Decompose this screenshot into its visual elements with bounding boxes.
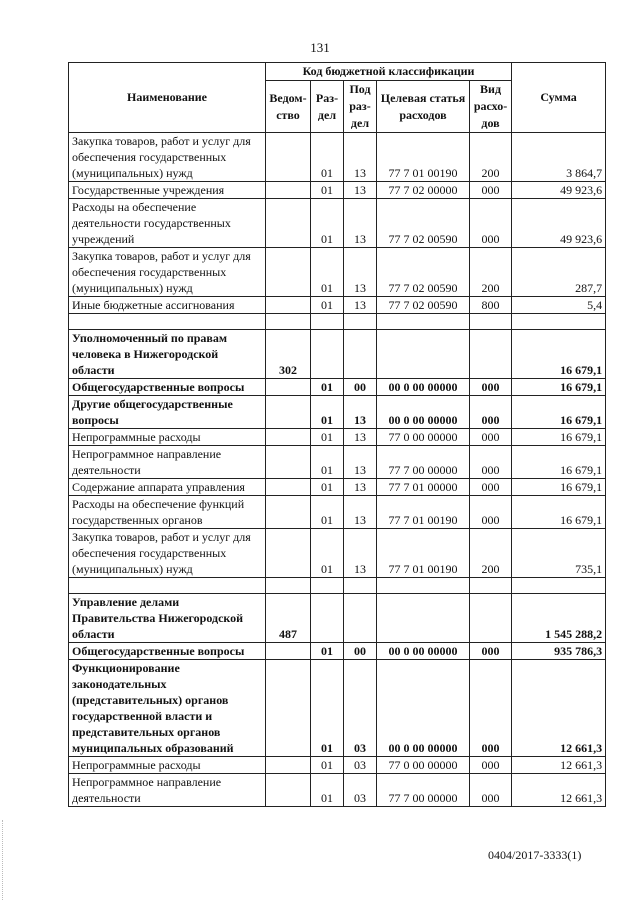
- table-row: [69, 479, 606, 496]
- row-sum: 49 923,6: [512, 182, 606, 199]
- table-row: [69, 182, 606, 199]
- row-vid: 000: [470, 182, 512, 199]
- row-razdel: 01: [311, 429, 344, 446]
- table-body: [69, 133, 606, 807]
- row-vid: 000: [470, 496, 512, 529]
- row-vedomstvo: 487: [266, 594, 311, 643]
- row-vedomstvo: [266, 660, 311, 757]
- row-vedomstvo: [266, 199, 311, 248]
- row-target: 00 0 00 00000: [377, 643, 470, 660]
- row-razdel: [311, 330, 344, 379]
- table-row: [69, 594, 606, 643]
- row-target: 77 0 00 00000: [377, 757, 470, 774]
- row-sum: 12 661,3: [512, 660, 606, 757]
- row-podrazdel: 00: [344, 379, 377, 396]
- spacer-cell: [344, 314, 377, 330]
- budget-table: [68, 62, 606, 807]
- header-target: Целевая статья расходов: [377, 81, 470, 133]
- row-target: 77 7 00 00000: [377, 774, 470, 807]
- row-vid: 000: [470, 429, 512, 446]
- row-target: 00 0 00 00000: [377, 660, 470, 757]
- row-sum: 935 786,3: [512, 643, 606, 660]
- table-row: [69, 314, 606, 330]
- row-sum: 16 679,1: [512, 496, 606, 529]
- row-sum: 3 864,7: [512, 133, 606, 182]
- spacer-cell: [266, 578, 311, 594]
- row-vedomstvo: [266, 643, 311, 660]
- row-podrazdel: 13: [344, 133, 377, 182]
- spacer-cell: [512, 314, 606, 330]
- row-name: Непрограммное направление деятельности: [69, 774, 266, 807]
- row-razdel: [311, 594, 344, 643]
- row-name: Закупка товаров, работ и услуг для обеспечения государственных (муниципальных) нужд: [69, 133, 266, 182]
- row-name: Государственные учреждения: [69, 182, 266, 199]
- row-sum: 12 661,3: [512, 757, 606, 774]
- row-target: 00 0 00 00000: [377, 379, 470, 396]
- row-podrazdel: 13: [344, 248, 377, 297]
- spacer-cell: [266, 314, 311, 330]
- row-razdel: 01: [311, 182, 344, 199]
- row-target: 77 7 02 00000: [377, 182, 470, 199]
- row-podrazdel: [344, 330, 377, 379]
- row-vid: 200: [470, 248, 512, 297]
- row-vid: 000: [470, 774, 512, 807]
- row-vedomstvo: [266, 496, 311, 529]
- row-target: [377, 330, 470, 379]
- row-vedomstvo: [266, 479, 311, 496]
- row-name: Другие общегосударственные вопросы: [69, 396, 266, 429]
- header-podrazdel: Под раз-дел: [344, 81, 377, 133]
- row-target: 77 7 02 00590: [377, 297, 470, 314]
- table-row: [69, 643, 606, 660]
- table-row: [69, 429, 606, 446]
- spacer-cell: [311, 314, 344, 330]
- header-sum: Сумма: [512, 63, 606, 133]
- margin-mark: [2, 820, 11, 900]
- row-target: 77 7 01 00190: [377, 133, 470, 182]
- row-vedomstvo: [266, 396, 311, 429]
- row-name: Закупка товаров, работ и услуг для обеспечения государственных (муниципальных) нужд: [69, 529, 266, 578]
- table-row: [69, 379, 606, 396]
- table-row: [69, 297, 606, 314]
- row-podrazdel: 13: [344, 496, 377, 529]
- row-podrazdel: 00: [344, 643, 377, 660]
- spacer-cell: [377, 578, 470, 594]
- row-target: 00 0 00 00000: [377, 396, 470, 429]
- row-name: Непрограммные расходы: [69, 757, 266, 774]
- table-row: [69, 496, 606, 529]
- row-name: Расходы на обеспечение деятельности государственных учреждений: [69, 199, 266, 248]
- table-row: [69, 248, 606, 297]
- table-row: [69, 396, 606, 429]
- row-sum: 1 545 288,2: [512, 594, 606, 643]
- row-sum: 49 923,6: [512, 199, 606, 248]
- row-vid: 000: [470, 643, 512, 660]
- row-razdel: 01: [311, 133, 344, 182]
- row-name: Управление делами Правительства Нижегородской области: [69, 594, 266, 643]
- row-razdel: 01: [311, 248, 344, 297]
- row-vedomstvo: [266, 379, 311, 396]
- row-sum: 16 679,1: [512, 429, 606, 446]
- row-sum: 5,4: [512, 297, 606, 314]
- table-row: [69, 529, 606, 578]
- row-vid: 000: [470, 479, 512, 496]
- row-target: 77 7 01 00190: [377, 496, 470, 529]
- row-vedomstvo: [266, 182, 311, 199]
- row-name: Функционирование законодательных (представительных) органов государственной власти и представительных органов муниципальных образований: [69, 660, 266, 757]
- row-razdel: 01: [311, 446, 344, 479]
- row-podrazdel: 03: [344, 757, 377, 774]
- row-sum: 16 679,1: [512, 479, 606, 496]
- row-razdel: 01: [311, 199, 344, 248]
- row-vedomstvo: [266, 297, 311, 314]
- row-target: 77 7 01 00190: [377, 529, 470, 578]
- row-razdel: 01: [311, 660, 344, 757]
- row-target: 77 7 00 00000: [377, 446, 470, 479]
- header-razdel: Раз-дел: [311, 81, 344, 133]
- row-podrazdel: 13: [344, 429, 377, 446]
- row-vid: 000: [470, 446, 512, 479]
- row-vedomstvo: 302: [266, 330, 311, 379]
- row-name: Общегосударственные вопросы: [69, 379, 266, 396]
- row-target: 77 7 01 00000: [377, 479, 470, 496]
- row-vedomstvo: [266, 133, 311, 182]
- row-podrazdel: 13: [344, 529, 377, 578]
- row-vid: 200: [470, 133, 512, 182]
- row-vedomstvo: [266, 248, 311, 297]
- spacer-cell: [470, 578, 512, 594]
- row-razdel: 01: [311, 529, 344, 578]
- row-podrazdel: 13: [344, 396, 377, 429]
- row-vedomstvo: [266, 757, 311, 774]
- row-vid: [470, 594, 512, 643]
- spacer-cell: [512, 578, 606, 594]
- spacer-cell: [377, 314, 470, 330]
- row-name: Иные бюджетные ассигнования: [69, 297, 266, 314]
- row-razdel: 01: [311, 396, 344, 429]
- row-razdel: 01: [311, 379, 344, 396]
- row-podrazdel: 03: [344, 774, 377, 807]
- row-sum: 287,7: [512, 248, 606, 297]
- row-podrazdel: 13: [344, 182, 377, 199]
- spacer-cell: [69, 578, 266, 594]
- table-row: [69, 133, 606, 182]
- row-name: Общегосударственные вопросы: [69, 643, 266, 660]
- row-razdel: 01: [311, 643, 344, 660]
- header-classification: Код бюджетной классификации: [266, 63, 512, 81]
- header-vid: Вид расхо-дов: [470, 81, 512, 133]
- row-podrazdel: 13: [344, 479, 377, 496]
- row-target: [377, 594, 470, 643]
- spacer-cell: [470, 314, 512, 330]
- row-vid: 000: [470, 379, 512, 396]
- row-vedomstvo: [266, 446, 311, 479]
- row-podrazdel: 03: [344, 660, 377, 757]
- row-vid: 000: [470, 199, 512, 248]
- table-row: [69, 757, 606, 774]
- row-vid: 000: [470, 757, 512, 774]
- row-name: Содержание аппарата управления: [69, 479, 266, 496]
- row-sum: 16 679,1: [512, 396, 606, 429]
- row-name: Закупка товаров, работ и услуг для обеспечения государственных (муниципальных) нужд: [69, 248, 266, 297]
- table-row: [69, 330, 606, 379]
- row-razdel: 01: [311, 297, 344, 314]
- row-sum: 16 679,1: [512, 330, 606, 379]
- header-vedomstvo: Ведом-ство: [266, 81, 311, 133]
- row-vid: 000: [470, 660, 512, 757]
- table-row: [69, 446, 606, 479]
- row-podrazdel: 13: [344, 297, 377, 314]
- row-target: 77 7 02 00590: [377, 199, 470, 248]
- row-name: Уполномоченный по правам человека в Нижегородской области: [69, 330, 266, 379]
- document-code: 0404/2017-3333(1): [488, 848, 582, 862]
- row-target: 77 0 00 00000: [377, 429, 470, 446]
- row-vedomstvo: [266, 529, 311, 578]
- row-sum: 735,1: [512, 529, 606, 578]
- table-row: [69, 660, 606, 757]
- row-razdel: 01: [311, 757, 344, 774]
- row-podrazdel: 13: [344, 446, 377, 479]
- row-vedomstvo: [266, 429, 311, 446]
- row-vid: 800: [470, 297, 512, 314]
- row-sum: 12 661,3: [512, 774, 606, 807]
- row-sum: 16 679,1: [512, 446, 606, 479]
- row-razdel: 01: [311, 479, 344, 496]
- row-podrazdel: [344, 594, 377, 643]
- row-name: Непрограммные расходы: [69, 429, 266, 446]
- row-vid: 000: [470, 396, 512, 429]
- row-sum: 16 679,1: [512, 379, 606, 396]
- header-name: Наименование: [69, 63, 266, 133]
- row-razdel: 01: [311, 496, 344, 529]
- spacer-cell: [69, 314, 266, 330]
- row-name: Расходы на обеспечение функций государственных органов: [69, 496, 266, 529]
- row-vedomstvo: [266, 774, 311, 807]
- spacer-cell: [311, 578, 344, 594]
- row-podrazdel: 13: [344, 199, 377, 248]
- row-vid: 200: [470, 529, 512, 578]
- spacer-cell: [344, 578, 377, 594]
- table-row: [69, 774, 606, 807]
- row-vid: [470, 330, 512, 379]
- page-number: 131: [310, 40, 330, 55]
- row-razdel: 01: [311, 774, 344, 807]
- row-target: 77 7 02 00590: [377, 248, 470, 297]
- table-row: [69, 578, 606, 594]
- row-name: Непрограммное направление деятельности: [69, 446, 266, 479]
- table-row: [69, 199, 606, 248]
